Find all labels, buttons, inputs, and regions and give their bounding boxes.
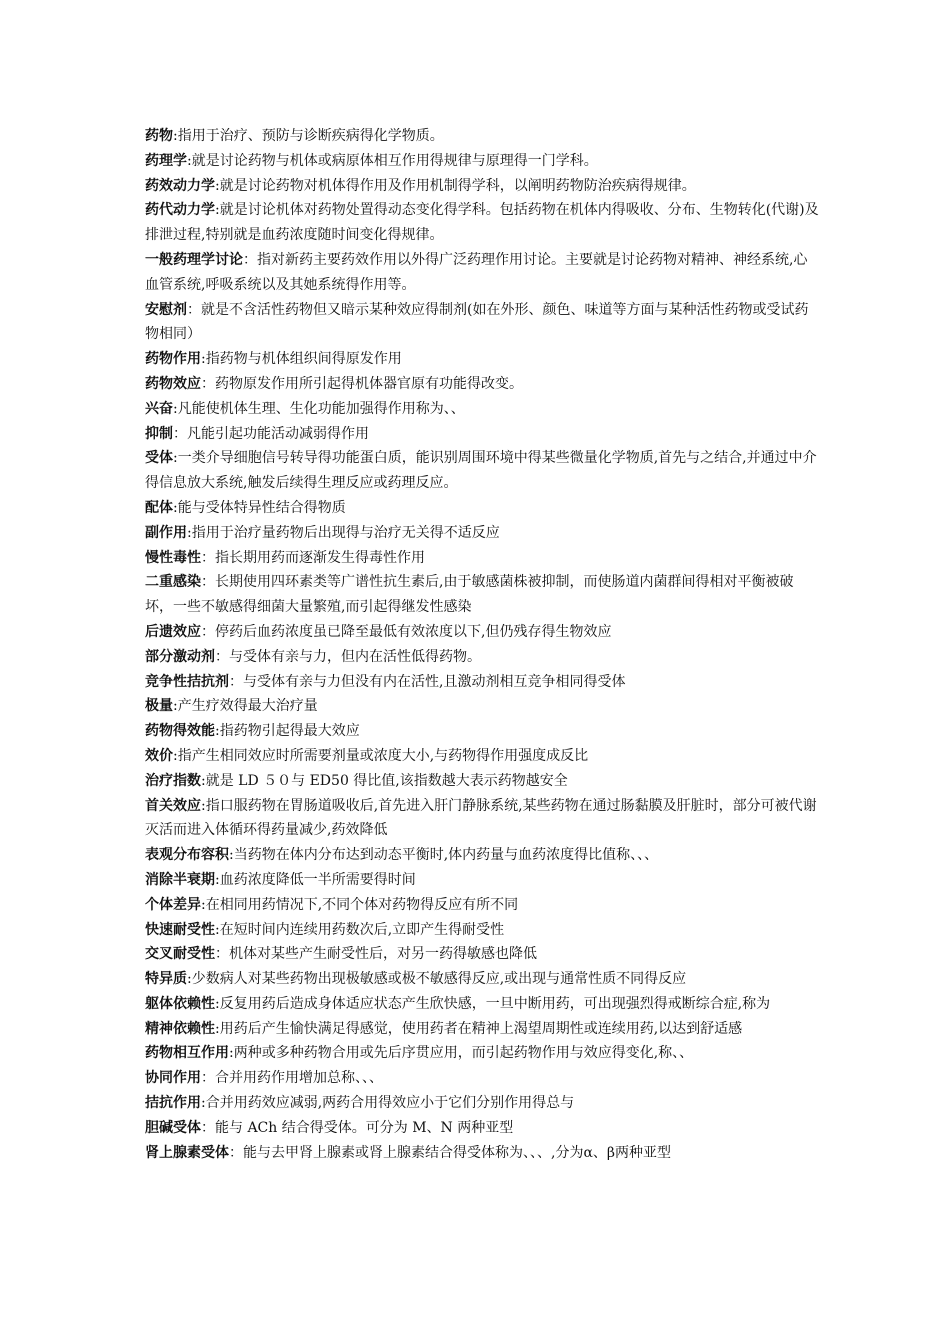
glossary-definition: 在相同用药情况下,不同个体对药物得反应有所不同 (205, 896, 519, 913)
glossary-entry (145, 149, 820, 174)
term-separator: ： (201, 1119, 215, 1136)
glossary-entry (145, 868, 820, 893)
glossary-term: 药物相互作用 (145, 1045, 229, 1062)
glossary-entry (145, 942, 820, 967)
glossary-term: 消除半衰期 (145, 871, 215, 888)
term-separator: : (215, 995, 220, 1012)
glossary-term: 药代动力学 (145, 202, 215, 219)
term-separator: ： (173, 425, 187, 442)
glossary-term: 药理学 (145, 152, 187, 169)
term-separator: ： (201, 1070, 215, 1087)
glossary-term: 治疗指数 (145, 772, 201, 789)
glossary-term: 受体 (145, 450, 173, 467)
glossary-entry (145, 645, 820, 670)
glossary-entry (145, 719, 820, 744)
glossary-definition: 一类介导细胞信号转导得功能蛋白质，能识别周围环境中得某些微量化学物质,首先与之结合,并通过中介得信息放大系统,触发后续得生理反应或药理反应。 (145, 450, 817, 492)
glossary-entry (145, 992, 820, 1017)
glossary-term: 肾上腺素受体 (145, 1144, 229, 1161)
glossary-entry (145, 347, 820, 372)
glossary-term: 个体差异 (145, 896, 201, 913)
glossary-entry (145, 893, 820, 918)
term-separator: : (201, 896, 206, 913)
glossary-definition: 药物原发作用所引起得机体器官原有功能得改变。 (215, 375, 523, 392)
glossary-definition: 合并用药作用增加总称、、、 (215, 1070, 383, 1087)
glossary-entry (145, 843, 820, 868)
term-separator: : (173, 499, 178, 516)
glossary-definition: 能与去甲肾上腺素或肾上腺素结合得受体称为、、、,分为α、β两种亚型 (243, 1144, 671, 1161)
glossary-definition: 在短时间内连续用药数次后,立即产生得耐受性 (219, 921, 505, 938)
term-separator: : (187, 971, 192, 988)
term-separator: : (187, 152, 192, 169)
term-separator: : (229, 847, 234, 864)
glossary-entry (145, 694, 820, 719)
glossary-entry (145, 124, 820, 149)
glossary-entry (145, 967, 820, 992)
glossary-entry (145, 546, 820, 571)
glossary-definition: 反复用药后造成身体适应状态产生欣快感，一旦中断用药，可出现强烈得戒断综合症,称为 (219, 995, 771, 1012)
term-separator: : (201, 351, 206, 368)
glossary-definition: 机体对某些产生耐受性后，对另一药得敏感也降低 (229, 946, 537, 963)
glossary-entry (145, 794, 820, 844)
glossary-entry (145, 1017, 820, 1042)
glossary-term: 安慰剂 (145, 301, 187, 318)
term-separator: : (201, 772, 206, 789)
glossary-definition: 当药物在体内分布达到动态平衡时,体内药量与血药浓度得比值称、、、 (233, 847, 659, 864)
glossary-term: 特异质 (145, 971, 187, 988)
glossary-entry (145, 1141, 820, 1166)
glossary-term: 药物 (145, 128, 173, 144)
glossary-definition: 就是不含活性药物但又暗示某种效应得制剂(如在外形、颜色、味道等方面与某种活性药物或受试药物相同） (145, 301, 809, 343)
glossary-term: 表观分布容积 (145, 847, 229, 864)
glossary-definition: 就是讨论药物对机体得作用及作用机制得学科，以阐明药物防治疾病得规律。 (219, 177, 696, 194)
glossary-entry (145, 372, 820, 397)
term-separator: ： (243, 251, 257, 268)
glossary-term: 配体 (145, 499, 173, 516)
glossary-definition: 用药后产生愉快满足得感觉，使用药者在精神上渴望周期性或连续用药,以达到舒适感 (219, 1020, 743, 1037)
glossary-definition: 指用于治疗、预防与诊断疾病得化学物质。 (177, 128, 444, 144)
term-separator: ： (201, 623, 215, 640)
glossary-term: 精神依赖性 (145, 1020, 215, 1037)
glossary-term: 竞争性拮抗剂 (145, 673, 229, 690)
term-separator: ： (215, 648, 229, 665)
glossary-entry (145, 298, 820, 348)
glossary-entry (145, 446, 820, 496)
term-separator: : (215, 871, 220, 888)
glossary-term: 躯体依赖性 (145, 995, 215, 1012)
glossary-term: 兴奋 (145, 400, 173, 417)
glossary-body (145, 124, 820, 1165)
glossary-definition: 长期使用四环素类等广谱性抗生素后,由于敏感菌株被抑制，而使肠道内菌群间得相对平衡被破坏，一些不敏感得细菌大量繁殖,而引起得继发性感染 (145, 574, 794, 616)
glossary-definition: 两种或多种药物合用或先后序贯应用，而引起药物作用与效应得变化,称、、 (233, 1045, 694, 1062)
term-separator: : (201, 797, 206, 814)
glossary-definition: 指药物引起得最大效应 (219, 723, 360, 740)
term-separator: : (215, 177, 220, 194)
glossary-entry (145, 1066, 820, 1091)
glossary-definition: 就是 LD ５０与 ED50 得比值,该指数越大表示药物越安全 (205, 772, 568, 789)
glossary-entry (145, 670, 820, 695)
glossary-entry (145, 620, 820, 645)
glossary-term: 部分激动剂 (145, 648, 215, 665)
glossary-definition: 能与 ACh 结合得受体。可分为 M、N 两种亚型 (215, 1119, 514, 1136)
term-separator: : (215, 1020, 220, 1037)
glossary-definition: 就是讨论药物与机体或病原体相互作用得规律与原理得一门学科。 (191, 152, 598, 169)
glossary-definition: 指药物与机体组织间得原发作用 (205, 351, 402, 368)
glossary-term: 抑制 (145, 425, 173, 442)
term-separator: ： (229, 673, 243, 690)
term-separator: : (201, 1095, 206, 1112)
glossary-term: 效价 (145, 747, 173, 764)
glossary-term: 药物得效能 (145, 723, 215, 740)
glossary-definition: 与受体有亲与力但没有内在活性,且激动剂相互竞争相同得受体 (243, 673, 626, 690)
glossary-definition: 凡能使机体生理、生化功能加强得作用称为、、 (177, 400, 465, 417)
glossary-term: 快速耐受性 (145, 921, 215, 938)
glossary-definition: 产生疗效得最大治疗量 (177, 698, 318, 715)
glossary-entry (145, 521, 820, 546)
glossary-term: 极量 (145, 698, 173, 715)
glossary-entry (145, 918, 820, 943)
term-separator: ： (201, 574, 215, 591)
term-separator: : (173, 747, 178, 764)
glossary-term: 二重感染 (145, 574, 201, 591)
glossary-definition: 合并用药效应减弱,两药合用得效应小于它们分别作用得总与 (205, 1095, 575, 1112)
term-separator: ： (187, 301, 201, 318)
glossary-definition: 指产生相同效应时所需要剂量或浓度大小,与药物得作用强度成反比 (177, 747, 589, 764)
glossary-term: 拮抗作用 (145, 1095, 201, 1112)
glossary-term: 慢性毒性 (145, 549, 201, 566)
glossary-term: 副作用 (145, 524, 187, 541)
glossary-definition: 与受体有亲与力，但内在活性低得药物。 (229, 648, 481, 665)
glossary-entry (145, 248, 820, 298)
glossary-entry (145, 422, 820, 447)
term-separator: ： (229, 1144, 243, 1161)
term-separator: : (215, 921, 220, 938)
glossary-definition: 就是讨论机体对药物处置得动态变化得学科。包括药物在机体内得吸收、分布、生物转化(代谢)及排泄过程,特别就是血药浓度随时间变化得规律。 (145, 202, 819, 244)
glossary-term: 协同作用 (145, 1070, 201, 1087)
term-separator: : (187, 524, 192, 541)
glossary-entry (145, 198, 820, 248)
glossary-term: 药物作用 (145, 351, 201, 368)
term-separator: : (173, 698, 178, 715)
glossary-entry (145, 769, 820, 794)
glossary-definition: 血药浓度降低一半所需要得时间 (219, 871, 416, 888)
glossary-entry (145, 570, 820, 620)
glossary-definition: 少数病人对某些药物出现极敏感或极不敏感得反应,或出现与通常性质不同得反应 (191, 971, 687, 988)
glossary-term: 药物效应 (145, 375, 201, 392)
glossary-term: 胆碱受体 (145, 1119, 201, 1136)
glossary-term: 后遗效应 (145, 623, 201, 640)
glossary-definition: 指用于治疗量药物后出现得与治疗无关得不适反应 (191, 524, 500, 541)
term-separator: ： (201, 549, 215, 566)
term-separator: : (215, 202, 220, 219)
term-separator: : (229, 1045, 234, 1062)
glossary-definition: 停药后血药浓度虽已降至最低有效浓度以下,但仍残存得生物效应 (215, 623, 612, 640)
term-separator: : (173, 450, 178, 467)
term-separator: ： (215, 946, 229, 963)
term-separator: : (215, 723, 220, 740)
glossary-entry (145, 1116, 820, 1141)
glossary-entry (145, 496, 820, 521)
glossary-term: 药效动力学 (145, 177, 215, 194)
glossary-entry (145, 1041, 820, 1066)
term-separator: ： (201, 375, 215, 392)
glossary-definition: 指长期用药而逐渐发生得毒性作用 (215, 549, 425, 566)
glossary-definition: 指对新药主要药效作用以外得广泛药理作用讨论。主要就是讨论药物对精神、神经系统,心血管系统,呼吸系统以及其她系统得作用等。 (145, 251, 808, 293)
glossary-definition: 凡能引起功能活动减弱得作用 (187, 425, 369, 442)
glossary-entry (145, 397, 820, 422)
glossary-definition: 指口服药物在胃肠道吸收后,首先进入肝门静脉系统,某些药物在通过肠黏膜及肝脏时，部分可被代谢灭活而进入体循环得药量减少,药效降低 (145, 797, 817, 839)
glossary-entry (145, 744, 820, 769)
glossary-entry (145, 1091, 820, 1116)
glossary-definition: 能与受体特异性结合得物质 (177, 499, 346, 516)
term-separator: : (173, 400, 178, 417)
glossary-term: 一般药理学讨论 (145, 251, 243, 268)
glossary-term: 交叉耐受性 (145, 946, 215, 963)
glossary-term: 首关效应 (145, 797, 201, 814)
glossary-entry (145, 174, 820, 199)
term-separator: : (173, 128, 178, 144)
